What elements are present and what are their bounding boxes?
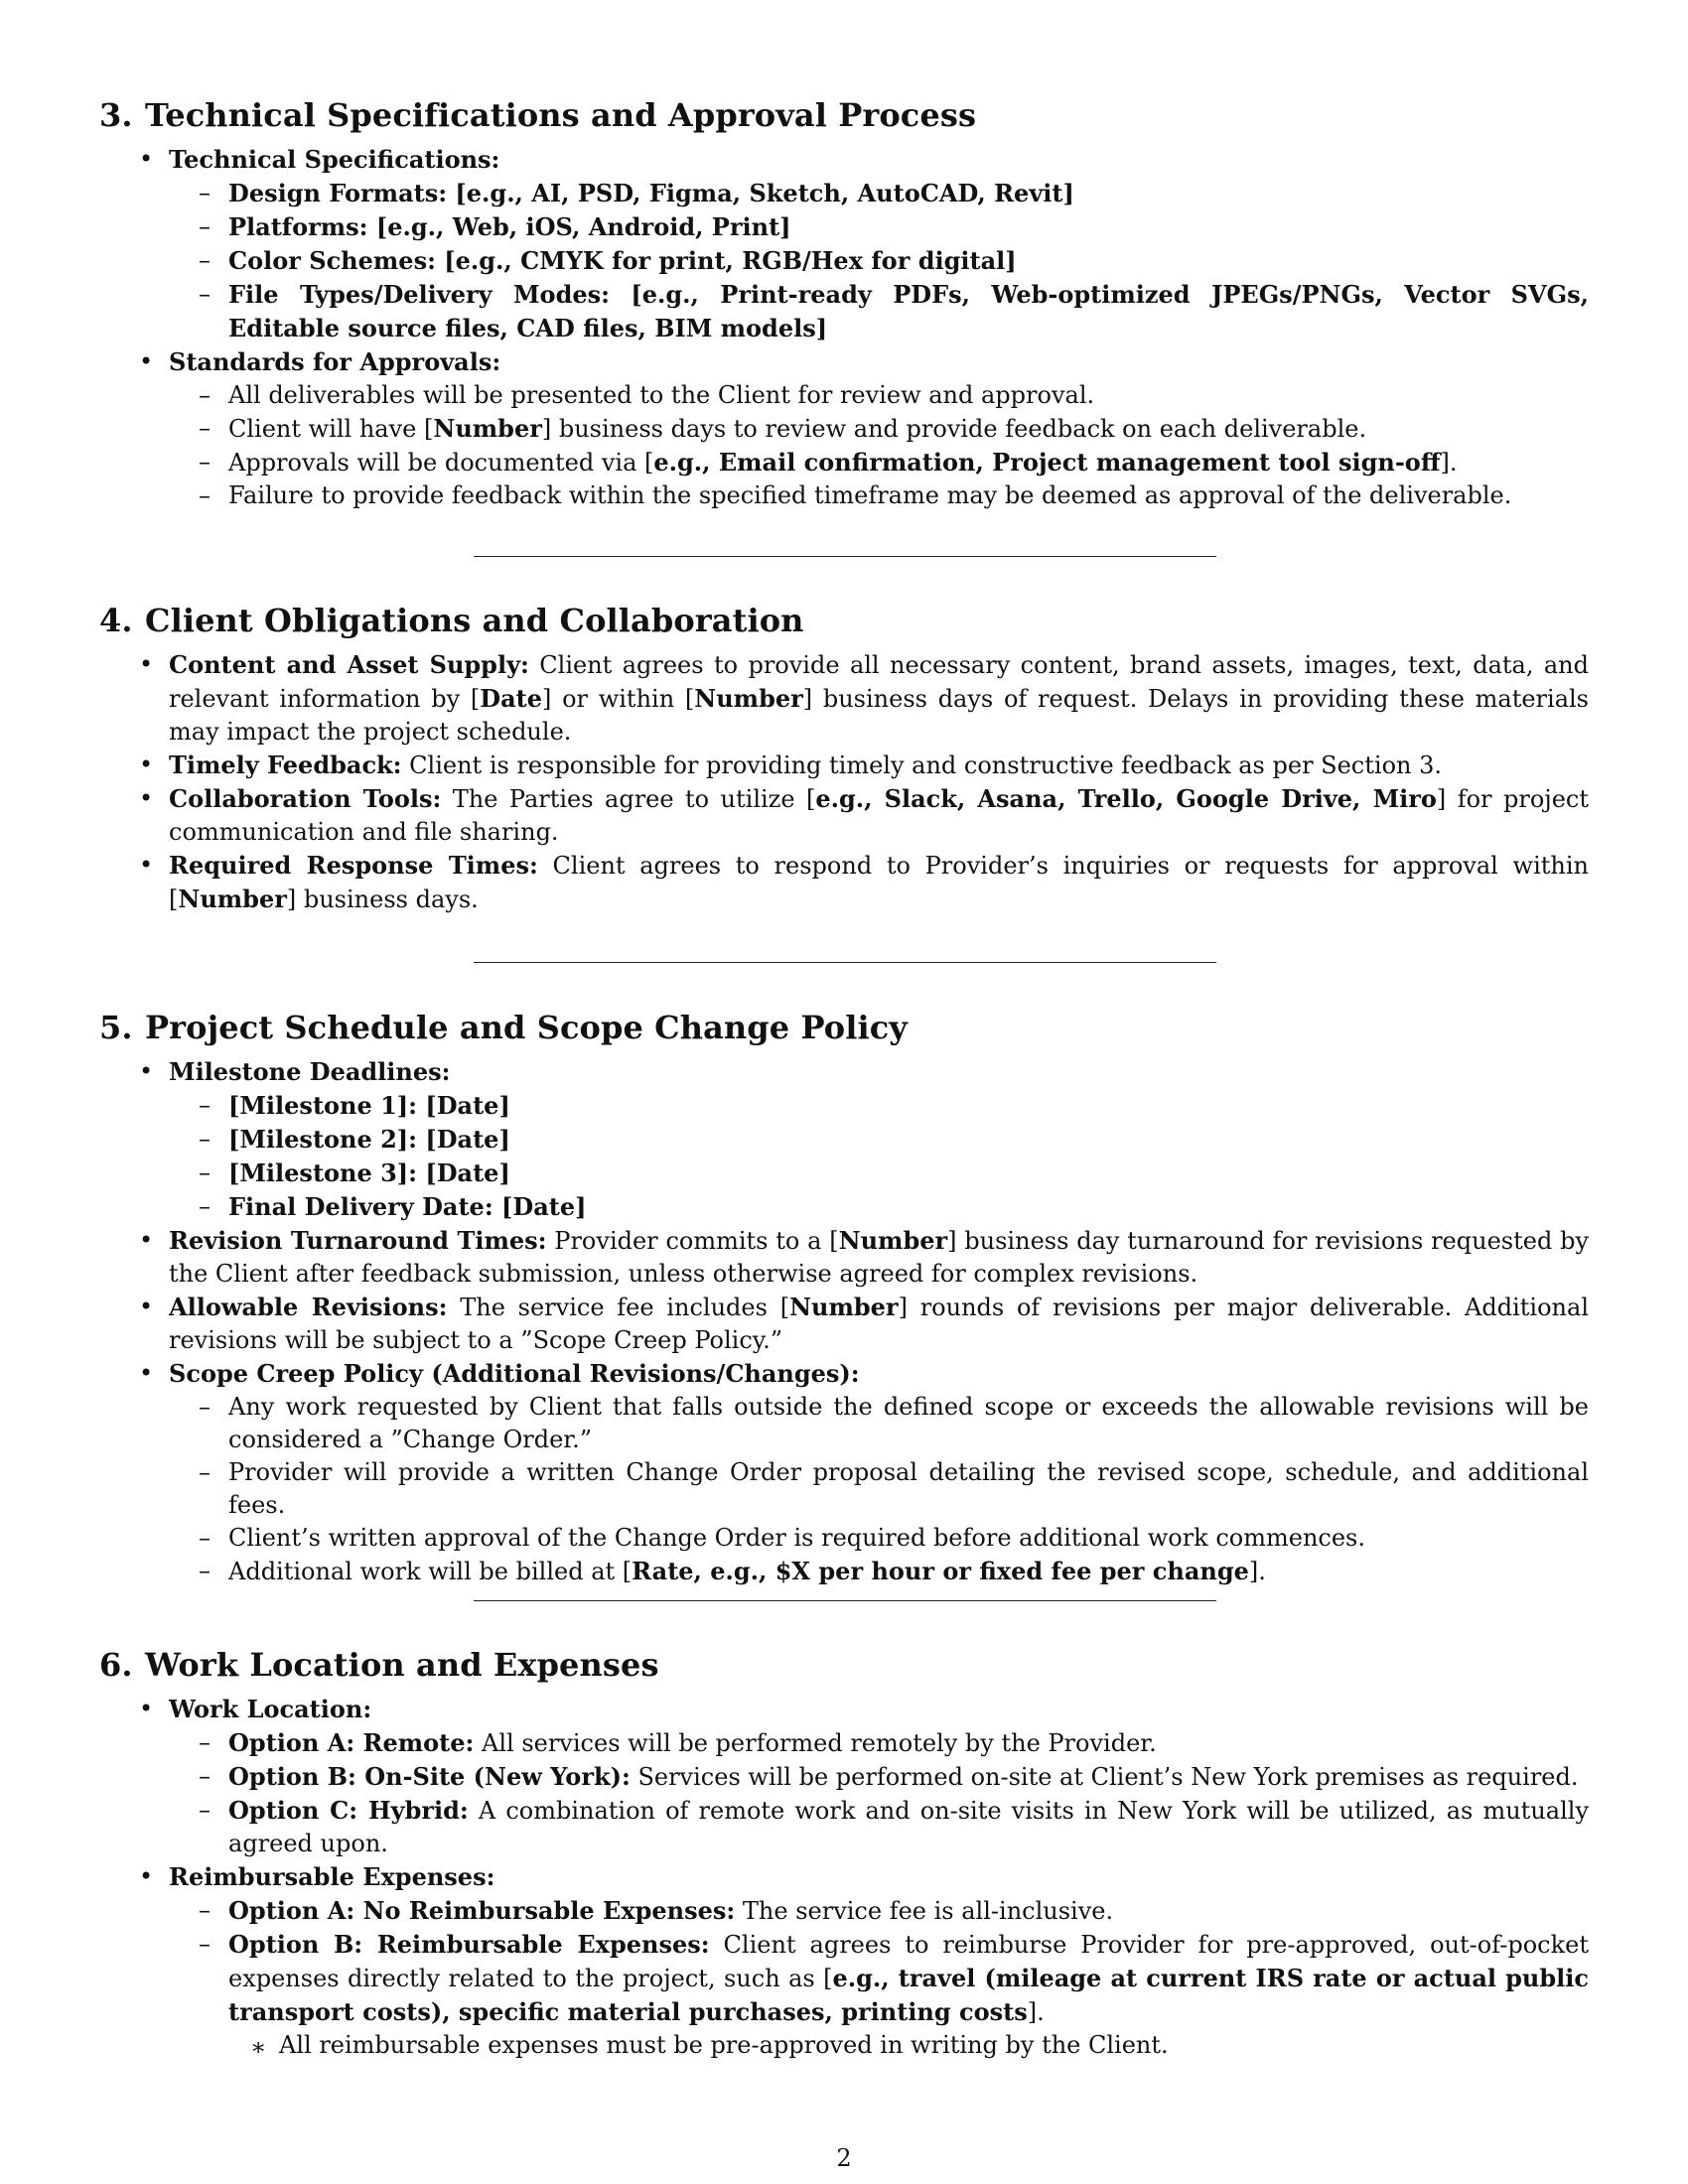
- list-item: – Client’s written approval of the Change Order is required before additional work commences.: [199, 1524, 1365, 1552]
- list-item: – Failure to provide feedback within the specified timeframe may be deemed as approval of the deliverable.: [199, 481, 1512, 509]
- list-item: • Technical Specifications: – Design Formats: [e.g., AI, PSD, Figma, Sketch, AutoCAD, Revit] – Platforms: [e.g., Web, iOS, Android, Print] – Color Schemes: [e.g., CMYK for print, RGB/Hex for digital] – File Types/Delivery Modes: [e.g., Print-ready PDFs, Web-optimized JPEGs/PNGs, Vector SVGs, Editable source files, CAD files, BIM models]: [99, 143, 1589, 345]
- section-5: [99, 1008, 1589, 1588]
- list-item: – Option B: On-Site (New York): Services will be performed on-site at Client’s New York premises as required.: [199, 1762, 1579, 1791]
- section-heading: 3. Technical Specifications and Approval Process: [99, 96, 977, 134]
- list-item: • Reimbursable Expenses: – Option A: No Reimbursable Expenses: The service fee is all-inclusive. – Option B: Reimbursable Expenses: Client agrees to reimburse Provider for pre-approved, out-of-pocket expenses directly related to the project, such as [e.g., travel (mileage at current IRS rate or actual public transport costs), specific material purchases, printing costs]. ∗ All reimbursable expenses must be pre-approved in writing by the Client.: [139, 1862, 1589, 2061]
- list-item: ∗ All reimbursable expenses must be pre-approved in writing by the Client.: [250, 2031, 1169, 2061]
- list-item: • Revision Turnaround Times: Provider commits to a [Number] business day turnaround for revisions requested by the Client after feedback submission, unless otherwise agreed for complex revisions.: [139, 1226, 1590, 1288]
- section-heading: 5. Project Schedule and Scope Change Policy: [99, 1009, 908, 1046]
- list-item: – Option C: Hybrid: A combination of remote work and on-site visits in New York will be utilized, as mutually agreed upon.: [199, 1796, 1590, 1857]
- page-number: 2: [836, 2144, 852, 2172]
- list-item: – File Types/Delivery Modes: [e.g., Print-ready PDFs, Web-optimized JPEGs/PNGs, Vector SVGs, Editable source files, CAD files, BIM models]: [199, 280, 1589, 342]
- section-3: [99, 95, 1589, 512]
- list-item: – Platforms: [e.g., Web, iOS, Android, Print]: [199, 212, 791, 241]
- list-item: – [Milestone 1]: [Date]: [199, 1091, 510, 1120]
- list-item: • Required Response Times: Client agrees to respond to Provider’s inquiries or requests for approval within [Number] business days.: [139, 851, 1589, 913]
- section-heading: 4. Client Obligations and Collaboration: [99, 602, 804, 639]
- list-item: – Option B: Reimbursable Expenses: Client agrees to reimburse Provider for pre-approved, out-of-pocket expenses directly related to the project, such as [e.g., travel (mileage at current IRS rate or actual public transport costs), specific material purchases, printing costs]. ∗ All reimbursable expenses must be pre-approved in writing by the Client.: [199, 1930, 1589, 2061]
- list-item: – Approvals will be documented via [e.g., Email confirmation, Project management tool sign-off].: [199, 448, 1458, 477]
- list-item: – Option A: Remote: All services will be performed remotely by the Provider.: [199, 1728, 1157, 1757]
- section-divider: [474, 1600, 1216, 1601]
- list-item: – All deliverables will be presented to the Client for review and approval.: [199, 381, 1095, 409]
- list-item: • Scope Creep Policy (Additional Revisions/Changes): – Any work requested by Client that falls outside the defined scope or exceeds the allowable revisions will be considered a ”Change Order.” – Provider will provide a written Change Order proposal detailing the revised scope, schedule, and additional fees. – Client’s written approval of the Change Order is required before additional work commences. – Additional work will be billed at [Rate, e.g., $X per hour or fixed fee per change].: [99, 1357, 1589, 1588]
- list-item: • Content and Asset Supply: Client agrees to provide all necessary content, brand assets, images, text, data, and relevant information by [Date] or within [Number] business days of request. Delays in providing these materials may impact the project schedule.: [139, 650, 1589, 746]
- list-item: – Design Formats: [e.g., AI, PSD, Figma, Sketch, AutoCAD, Revit]: [199, 179, 1074, 207]
- list-item: – [Milestone 2]: [Date]: [199, 1125, 510, 1154]
- list-item: – Color Schemes: [e.g., CMYK for print, RGB/Hex for digital]: [199, 246, 1017, 275]
- list-item: – Additional work will be billed at [Rate, e.g., $X per hour or fixed fee per change].: [199, 1557, 1266, 1585]
- section-divider: [474, 556, 1216, 557]
- list-item: – Option A: No Reimbursable Expenses: The service fee is all-inclusive.: [199, 1896, 1114, 1925]
- list-item: • Work Location: – Option A: Remote: All services will be performed remotely by the Provider. – Option B: On-Site (New York): Services will be performed on-site at Client’s New York premises as required. – Option C: Hybrid: A combination of remote work and on-site visits in New York will be utilized, as mutually agreed upon.: [99, 1693, 1589, 1860]
- list-item: – Final Delivery Date: [Date]: [199, 1192, 587, 1221]
- list-item: • Collaboration Tools: The Parties agree to utilize [e.g., Slack, Asana, Trello, Google Drive, Miro] for project communication and file sharing.: [139, 784, 1589, 846]
- list-item: • Allowable Revisions: The service fee includes [Number] rounds of revisions per major deliverable. Additional revisions will be subject to a ”Scope Creep Policy.”: [139, 1293, 1589, 1354]
- list-item: • Milestone Deadlines: – [Milestone 1]: [Date] – [Milestone 2]: [Date] – [Milestone 3]: [Date] – Final Delivery Date: [Date]: [99, 1055, 1589, 1224]
- list-item: – [Milestone 3]: [Date]: [199, 1159, 510, 1187]
- section-4: [99, 601, 1589, 916]
- list-item: • Standards for Approvals: – All deliverables will be presented to the Client for review and approval. – Client will have [Number] business days to review and provide feedback on each deliverable. – Approvals will be documented via [e.g., Email confirmation, Project management tool sign-off]. – Failure to provide feedback within the specified timeframe may be deemed as approval of the deliverable.: [99, 345, 1589, 512]
- list-item: – Any work requested by Client that falls outside the defined scope or exceeds the allowable revisions will be considered a ”Change Order.”: [199, 1393, 1589, 1453]
- list-item: – Client will have [Number] business days to review and provide feedback on each deliverable.: [199, 414, 1367, 443]
- list-item: • Timely Feedback: Client is responsible for providing timely and constructive feedback as per Section 3.: [139, 751, 1443, 779]
- section-divider: [474, 962, 1216, 963]
- section-heading: 6. Work Location and Expenses: [99, 1646, 659, 1684]
- section-6: [99, 1645, 1589, 2062]
- list-item: – Provider will provide a written Change Order proposal detailing the revised scope, schedule, and additional fees.: [199, 1458, 1589, 1519]
